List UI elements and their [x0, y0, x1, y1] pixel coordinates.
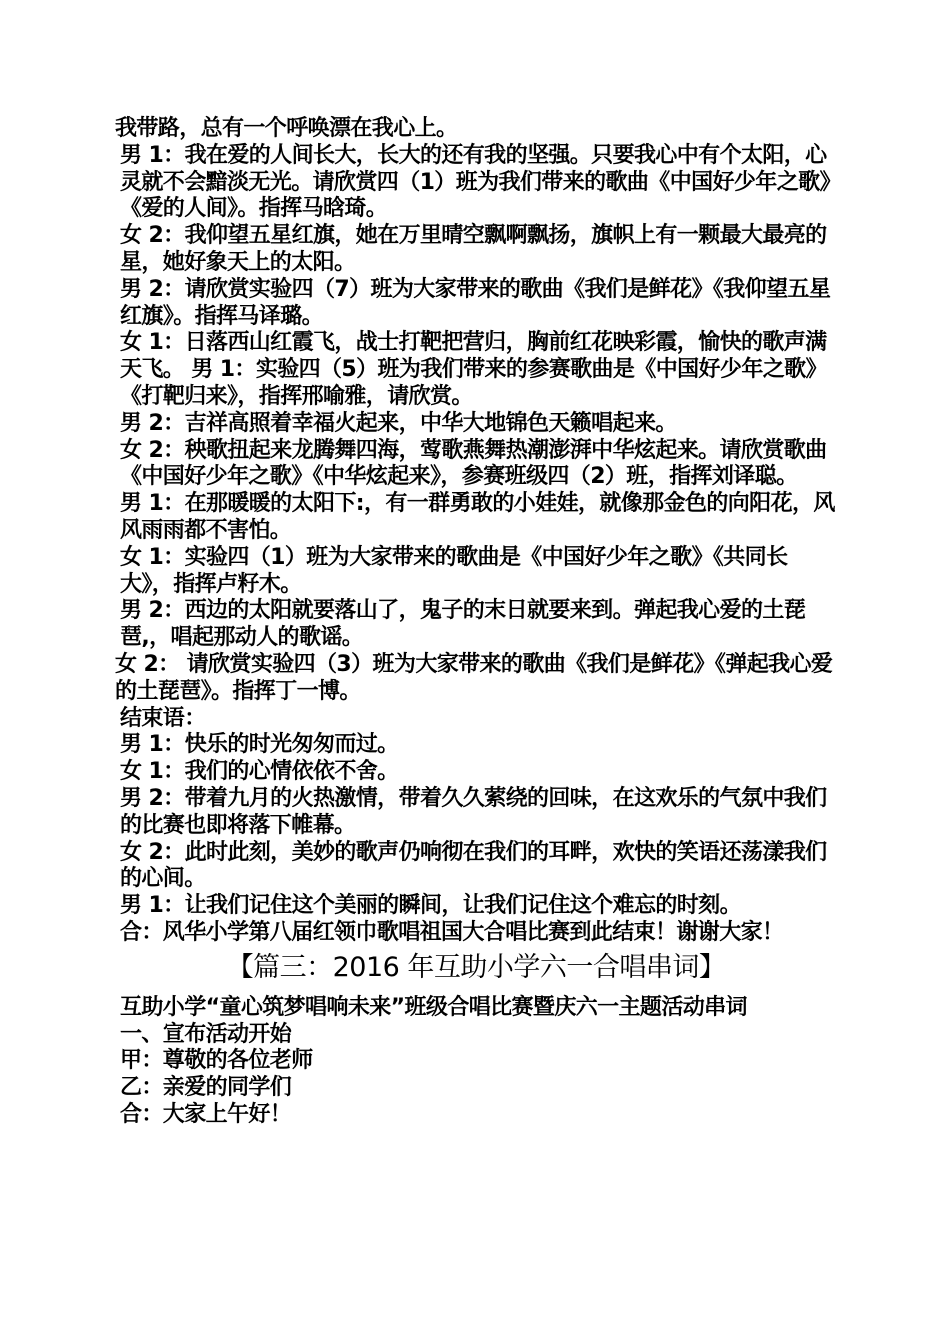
paragraph: 男 2：带着九月的火热激情，带着久久萦绕的回味，在这欢乐的气氛中我们的比赛也即将落下帷幕。 — [120, 785, 827, 838]
paragraph: 女 2：秧歌扭起来龙腾舞四海，莺歌燕舞热潮澎湃中华炫起来。请欣赏歌曲《中国好少年之歌》《中华炫起来》，参赛班级四（2）班，指挥刘译聪。 — [120, 437, 827, 490]
paragraph: 互助小学“童心筑梦唱响未来”班级合唱比赛暨庆六一主题活动串词 — [120, 994, 747, 1020]
paragraph: 男 1：我在爱的人间长大，长大的还有我的坚强。只要我心中有个太阳，心灵就不会黯淡无光。请欣赏四（1）班为我们带来的歌曲《中国好少年之歌》《爱的人间》。指挥马晗琦。 — [120, 142, 830, 222]
paragraph: 乙：亲爱的同学们 — [120, 1075, 292, 1101]
paragraph: 一、宣布活动开始 — [120, 1021, 292, 1047]
paragraph: 女 1：我们的心情依依不舍。 — [120, 759, 399, 785]
paragraph: 女 2： 请欣赏实验四（3）班为大家带来的歌曲《我们是鲜花》《弹起我心爱的土琵琶》。指挥丁一博。 — [115, 651, 833, 704]
paragraph: 我带路，总有一个呼唤漂在我心上。 — [115, 116, 458, 141]
paragraph: 男 2：吉祥高照着幸福火起来，中华大地锦色天籁唱起来。 — [120, 410, 677, 436]
paragraph: 女 2：此时此刻，美妙的歌声仍响彻在我们的耳畔，欢快的笑语还荡漾我们的心间。 — [120, 839, 827, 892]
section-title: 【篇三：2016 年互助小学六一合唱串词】 — [226, 951, 726, 983]
paragraph: 女 2：我仰望五星红旗，她在万里晴空飘啊飘扬，旗帜上有一颗最大最亮的星，她好象天上的太阳。 — [120, 223, 827, 275]
paragraph: 合：风华小学第八届红领巾歌唱祖国大合唱比赛到此结束！谢谢大家！ — [120, 919, 784, 945]
paragraph: 结束语： — [120, 705, 206, 731]
paragraph: 女 1：日落西山红霞飞，战士打靶把营归，胸前红花映彩霞，愉快的歌声满天飞。 男 1：实验四（5）班为我们带来的参赛歌曲是《中国好少年之歌》《打靶归来》，指挥邢喻雅，请欣赏。 — [120, 330, 827, 409]
paragraph: 男 2：西边的太阳就要落山了，鬼子的末日就要来到。弹起我心爱的土琵琶,，唱起那动人的歌谣。 — [120, 598, 806, 651]
paragraph: 男 1：在那暖暖的太阳下:，有一群勇敢的小娃娃，就像那金色的向阳花，风风雨雨都不害怕。 — [120, 491, 835, 543]
paragraph: 甲：尊敬的各位老师 — [120, 1048, 313, 1074]
paragraph: 女 1：实验四（1）班为大家带来的歌曲是《中国好少年之歌》《共同长大》，指挥卢籽木。 — [120, 544, 788, 597]
paragraph: 合：大家上午好！ — [120, 1101, 292, 1127]
paragraph: 男 2：请欣赏实验四（7）班为大家带来的歌曲《我们是鲜花》《我仰望五星红旗》。指挥马译璐。 — [120, 276, 831, 329]
paragraph: 男 1：快乐的时光匆匆而过。 — [120, 732, 399, 758]
paragraph: 男 1：让我们记住这个美丽的瞬间，让我们记住这个难忘的时刻。 — [120, 893, 741, 919]
document-page — [115, 116, 837, 1129]
